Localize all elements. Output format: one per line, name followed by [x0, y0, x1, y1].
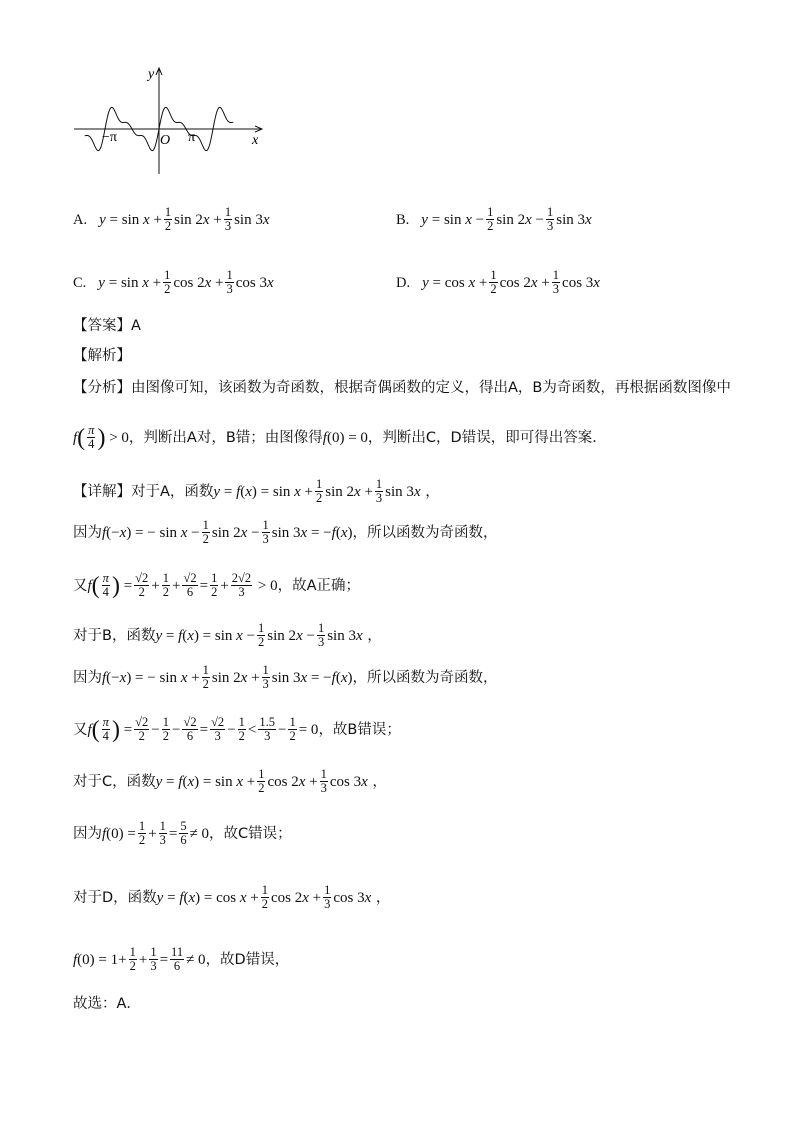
fenxi-line-1: 【分析】 由图像可知，该函数为奇函数，根据奇偶函数的定义，得出A，B为奇函数，再根据函数图像中 — [73, 380, 731, 396]
detail-c-1: 对于C，函数 y = f ( x ) = sin x + $\frac{1}{2}$ cos 2 x + $\frac{1}{3}$ cos 3 x ， — [73, 767, 387, 795]
detail-b-2: 因为 f (− x ) = − sin x + $\frac{1}{2}$ sin 2 x + $\frac{1}{3}$ sin 3 x = − f ( x ) ，所以函数为奇函数， — [73, 663, 498, 691]
y-axis-label: y — [148, 67, 155, 82]
fenxi-line-2: f ( $\frac{\pi}{4}$ ) > 0 ，判断出A对，B错；由图像得 f (0) = 0 ，判断出C，D错误，即可得出答案． — [73, 423, 607, 451]
option-b[interactable]: B. y = sin x − $\frac{1}{2}$ sin 2 x − $\frac{1}{3}$ sin 3 x — [396, 205, 592, 233]
origin-label: O — [160, 133, 171, 148]
answer-line: 【答案】 A — [73, 318, 141, 334]
option-a[interactable]: A. y = sin x + $\frac{1}{2}$ sin 2 x + $\frac{1}{3}$ sin 3 x — [73, 205, 270, 233]
detail-c-2: 因为 f (0) = $\frac{1}{2}$ + $\frac{1}{3}$ = $\frac{5}{6}$ ≠ 0 ，故C错误； — [73, 819, 292, 847]
detail-a-1: 【详解】 对于A，函数 y = f ( x ) = sin x + $\frac{1}{2}$ sin 2 x + $\frac{1}{3}$ sin 3 x ， — [73, 477, 440, 505]
detail-b-3: 又 f ( $\frac{\pi}{4}$ ) = $\frac{√2}{2}$ − $\frac{1}{2}$ − $\frac{√2}{6}$ = $\frac{√2}{3}$ − $\frac{1}{2}$ < $\frac{1.5}{3}$ − $\frac{1}{2}$ = 0 ，故B错误； — [73, 715, 401, 743]
option-c[interactable]: C. y = sin x + $\frac{1}{2}$ cos 2 x + $\frac{1}{3}$ cos 3 x — [73, 268, 274, 296]
option-d[interactable]: D. y = cos x + $\frac{1}{2}$ cos 2 x + $\frac{1}{3}$ cos 3 x — [396, 268, 600, 296]
pi-label: π — [188, 130, 196, 145]
function-graph — [66, 62, 276, 180]
analysis-heading: 【解析】 — [73, 348, 131, 364]
neg-pi-label: −π — [102, 130, 117, 145]
detail-a-2: 因为 f (− x ) = − sin x − $\frac{1}{2}$ sin 2 x − $\frac{1}{3}$ sin 3 x = − f ( x ) ，所以函数为奇函数， — [73, 518, 498, 546]
detail-d-2: f (0) = 1+ $\frac{1}{2}$ + $\frac{1}{3}$ = $\frac{11}{6}$ ≠ 0 ，故D错误， — [73, 945, 290, 973]
final-answer: 故选：A． — [73, 996, 141, 1012]
x-axis-label: x — [252, 133, 259, 148]
detail-b-1: 对于B，函数 y = f ( x ) = sin x − $\frac{1}{2}$ sin 2 x − $\frac{1}{3}$ sin 3 x ， — [73, 621, 382, 649]
detail-d-1: 对于D，函数 y = f ( x ) = cos x + $\frac{1}{2}$ cos 2 x + $\frac{1}{3}$ cos 3 x ， — [73, 883, 391, 911]
detail-a-3: 又 f ( $\frac{\pi}{4}$ ) = $\frac{√2}{2}$ + $\frac{1}{2}$ + $\frac{√2}{6}$ = $\frac{1}{2}$ + $\frac{2√2}{3}$ > 0 ，故A正确； — [73, 571, 361, 599]
